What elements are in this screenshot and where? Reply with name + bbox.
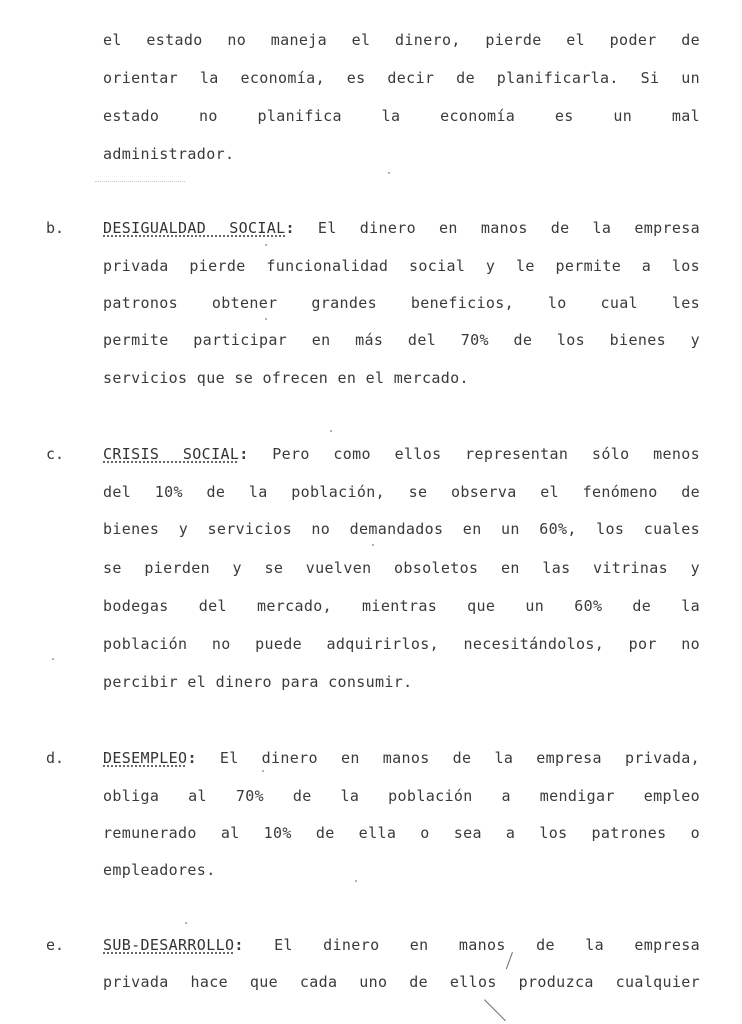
- item-text: El dinero en manos de la empresa privada,: [196, 749, 700, 767]
- intro-line: administrador.: [103, 145, 235, 163]
- item-line: bodegas del mercado, mientras que un 60% de la: [103, 597, 700, 615]
- item-line: privada pierde funcionalidad social y le permite a los: [103, 257, 700, 275]
- item-heading: DESEMPLEO: [103, 749, 188, 767]
- item-line: del 10% de la población, se observa el fenómeno de: [103, 483, 700, 501]
- item-line: percibir el dinero para consumir.: [103, 673, 413, 691]
- item-line: remunerado al 10% de ella o sea a los patrones o: [103, 824, 700, 842]
- item-marker: b.: [46, 219, 65, 237]
- item-line: servicios que se ofrecen en el mercado.: [103, 369, 469, 387]
- heading-colon: :: [239, 445, 249, 463]
- scan-speck: [265, 244, 267, 246]
- scan-speck: [372, 544, 374, 546]
- item-line: población no puede adquirirlos, necesitándolos, por no: [103, 635, 700, 653]
- intro-line: estado no planifica la economía es un mal: [103, 107, 700, 125]
- item-line: se pierden y se vuelven obsoletos en las vitrinas y: [103, 559, 700, 577]
- item-heading: CRISIS SOCIAL: [103, 445, 240, 463]
- heading-colon: :: [187, 749, 197, 767]
- item-line: bienes y servicios no demandados en un 60%, los cuales: [103, 520, 700, 538]
- intro-line: el estado no maneja el dinero, pierde el poder de: [103, 31, 700, 49]
- scan-speck: [265, 318, 267, 320]
- item-line: empleadores.: [103, 861, 216, 879]
- item-first-line: [103, 444, 700, 464]
- item-heading: DESIGUALDAD SOCIAL: [103, 219, 286, 237]
- heading-colon: :: [285, 219, 295, 237]
- scan-artifact: [95, 181, 185, 183]
- scan-speck: [262, 770, 264, 772]
- item-line: obliga al 70% de la población a mendigar empleo: [103, 787, 700, 805]
- scan-speck: [355, 880, 357, 882]
- item-marker: e.: [46, 936, 65, 954]
- item-line: patronos obtener grandes beneficios, lo cual les: [103, 294, 700, 312]
- item-first-line: [103, 218, 700, 238]
- item-heading: SUB-DESARROLLO: [103, 936, 235, 954]
- item-first-line: [103, 748, 700, 768]
- scan-speck: [185, 922, 187, 924]
- pen-mark: [484, 999, 506, 1021]
- heading-colon: :: [234, 936, 244, 954]
- item-line: permite participar en más del 70% de los bienes y: [103, 331, 700, 349]
- scan-speck: [52, 658, 54, 660]
- scan-speck: [388, 172, 390, 174]
- item-text: El dinero en manos de la empresa: [243, 936, 700, 954]
- intro-line: orientar la economía, es decir de planificarla. Si un: [103, 69, 700, 87]
- item-text: El dinero en manos de la empresa: [294, 219, 700, 237]
- scan-speck: [330, 430, 332, 432]
- item-text: Pero como ellos representan sólo menos: [248, 445, 700, 463]
- item-marker: d.: [46, 749, 65, 767]
- item-first-line: [103, 935, 700, 955]
- item-marker: c.: [46, 445, 65, 463]
- item-line: privada hace que cada uno de ellos produzca cualquier: [103, 973, 700, 991]
